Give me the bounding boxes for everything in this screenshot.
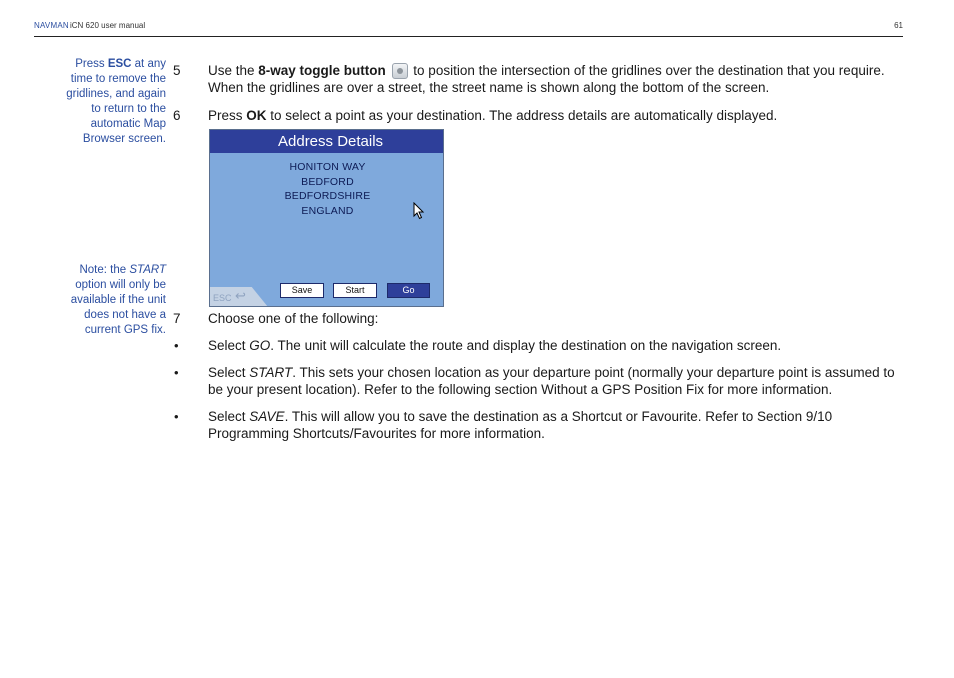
step-6-text — [208, 107, 903, 124]
step-number-6: 6 — [173, 108, 181, 123]
bullet-symbol: • — [174, 409, 179, 424]
note-text: option will only be available if the unit does not have a current GPS fix. — [70, 279, 166, 336]
page-number: 61 — [894, 21, 903, 30]
bullet-save-text — [208, 408, 903, 442]
bullet-symbol: • — [174, 338, 179, 353]
note-text: Note: the — [79, 264, 130, 276]
mouse-pointer-icon — [413, 202, 425, 220]
screen-title: Address Details — [210, 130, 443, 153]
sidebar-note-start — [56, 263, 166, 338]
step-text: to select a point as your destination. The address details are automatically displayed. — [266, 108, 778, 123]
note-key: ESC — [107, 58, 132, 70]
header-brand: NAVMAN — [34, 21, 69, 30]
step-number-5: 5 — [173, 63, 181, 78]
toggle-button-icon — [392, 63, 408, 79]
header-rule — [34, 36, 903, 37]
bullet-start-text — [208, 364, 903, 398]
step-7-text: Choose one of the following: — [208, 311, 379, 326]
bullet-text: Select — [208, 338, 250, 353]
note-italic: START — [129, 264, 166, 276]
step-5-text — [208, 62, 903, 96]
address-line: BEDFORD — [301, 175, 354, 188]
address-line: HONITON WAY — [289, 161, 366, 173]
back-arrow-icon: ↩ — [235, 288, 246, 303]
bullet-italic: START — [249, 365, 293, 380]
note-text: at any time to remove the gridlines, and again to return to the automatic Map Browser screen. — [66, 58, 166, 145]
step-text: Use the — [208, 63, 259, 78]
bullet-symbol: • — [174, 365, 179, 380]
bullet-italic: SAVE — [249, 409, 285, 424]
bullet-text: . The unit will calculate the route and display the destination on the navigation screen. — [270, 338, 782, 353]
sidebar-note-esc — [56, 57, 166, 147]
bullet-text: . This sets your chosen location as your departure point (normally your departure point is assumed to be your present location). Refer to the following section Without a GPS Position Fix for more information. — [208, 365, 895, 397]
save-button[interactable]: Save — [280, 283, 324, 298]
start-button[interactable]: Start — [333, 283, 377, 298]
bullet-text: Select — [208, 365, 250, 380]
bullet-text: . This will allow you to save the destination as a Shortcut or Favourite. Refer to Section 9/10 Programming Shortcuts/Favourites for more information. — [208, 409, 833, 441]
step-bold: OK — [246, 108, 267, 123]
esc-label: ESC — [213, 293, 232, 303]
address-details-screenshot — [209, 129, 444, 307]
bullet-italic: GO — [249, 338, 271, 353]
address-line: ENGLAND — [301, 204, 354, 217]
address-line: BEDFORDSHIRE — [284, 190, 371, 202]
step-text: to position the intersection of the gridlines over the destination that you require. When the gridlines are over a street, the street name is shown along the bottom of the screen. — [208, 63, 885, 95]
note-text: Press — [75, 58, 108, 70]
bullet-go-text — [208, 337, 903, 354]
step-text: Press — [208, 108, 247, 123]
header-manual-title: iCN 620 user manual — [70, 21, 146, 30]
step-bold: 8-way toggle button — [258, 63, 386, 78]
go-button[interactable]: Go — [387, 283, 430, 298]
bullet-text: Select — [208, 409, 250, 424]
address-lines — [210, 160, 444, 218]
step-number-7: 7 — [173, 311, 181, 326]
